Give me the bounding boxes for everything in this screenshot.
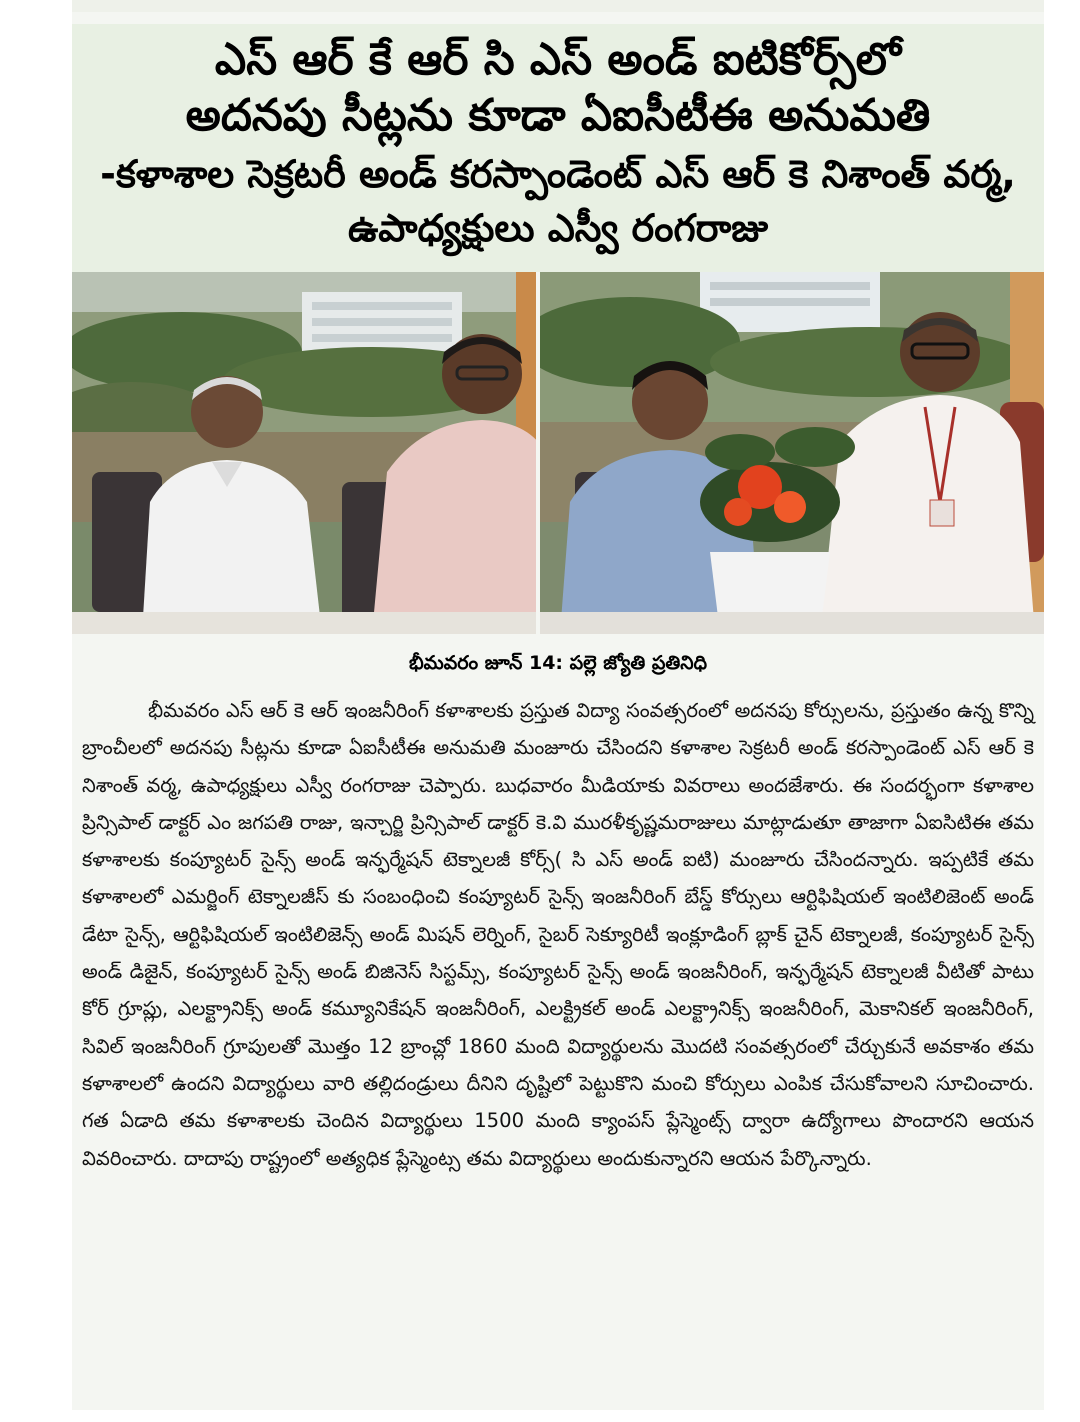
dateline: భీమవరం జూన్ 14: పల్లె జ్యోతి ప్రతినిధి (408, 652, 708, 674)
photo-left (72, 272, 536, 634)
subheadline-line-2: ఉపాధ్యక్షులు ఎస్వీ రంగరాజు (347, 206, 769, 250)
article-body: భీమవరం ఎస్ ఆర్ కె ఆర్ ఇంజనీరింగ్ కళాశాలకు ప్రస్తుత విద్యా సంవత్సరంలో అదనపు కోర్సులను, ప్రస్తుతం ఉన్న కొన్ని బ్రాంచీలలో అదనపు సీట్లను కూడా ఏఐసీటీఈ అనుమతి మంజూరు చేసిందని కళాశాల సెక్రటరీ అండ్ కరస్పాండెంట్ ఎస్ ఆర్ కె నిశాంత్ వర్మ, ఉపాధ్యక్షులు ఎస్వీ రంగరాజు చెప్పారు. బుధవారం మీడియాకు వివరాలు అందజేశారు. ఈ సందర్భంగా కళాశాల ప్రిన్సిపాల్ డాక్టర్ ఎం జగపతి రాజు, ఇన్చార్జి ప్రిన్సిపాల్ డాక్టర్ కె.వి మురళీకృష్ణమరాజులు మాట్లాడుతూ తాజాగా ఏఐసిటిఈ తమ కళాశాలకు కంప్యూటర్ సైన్స్ అండ్ ఇన్ఫర్మేషన్ టెక్నాలజీ కోర్స్( సి ఎస్ అండ్ ఐటి) మంజూరు చేసిందన్నారు. ఇప్పటికే తమ కళాశాలలో ఎమర్జింగ్ టెక్నాలజీస్ కు సంబంధించి కంప్యూటర్ సైన్స్ ఇంజనీరింగ్ బేస్డ్ కోర్సులు ఆర్టిఫిషియల్ ఇంటిలిజెంట్ అండ్ డేటా సైన్స్, ఆర్టిఫిషియల్ ఇంటిలిజెన్స్ అండ్ మిషన్ లెర్నింగ్, సైబర్ సెక్యూరిటీ ఇంక్లూడింగ్ బ్లాక్ చైన్ టెక్నాలజీ, కంప్యూటర్ సైన్స్ అండ్ డిజైన్, కంప్యూటర్ సైన్స్ అండ్ బిజినెస్ సిస్టమ్స్, కంప్యూటర్ సైన్స్ అండ్ ఇంజనీరింగ్, ఇన్ఫర్మేషన్ టెక్నాలజీ వీటితో పాటు కోర్ గ్రూప్లు, ఎలక్ట్రానిక్స్ అండ్ కమ్యూనికేషన్ ఇంజనీరింగ్, ఎలక్ట్రికల్ అండ్ ఎలక్ట్రానిక్స్ ఇంజనీరింగ్, మెకానికల్ ఇంజనీరింగ్, సివిల్ ఇంజనీరింగ్ గ్రూపులతో మొత్తం 12 బ్రాంచ్లో 1860 మంది విద్యార్థులను మొదటి సంవత్సరంలో చేర్చుకునే అవకాశం తమ కళాశాలలో ఉందని విద్యార్థులు వారి తల్లిదండ్రులు దీనిని దృష్టిలో పెట్టుకొని మంచి కోర్సులు ఎంపిక చేసుకోవాలని సూచించారు. గత ఏడాది తమ కళాశాలకు చెందిన విద్యార్థులు 1500 మంది క్యాంపస్ ప్లేస్మెంట్స్ ద్వారా ఉద్యోగాలు పొందారని ఆయన వివరించారు. దాదాపు రాష్ట్రంలో అత్యధిక ప్లేస్మెంట్స తమ విద్యార్థులు అందుకున్నారని ఆయన పేర్కొన్నారు. (82, 699, 1034, 1170)
headline-line-2: అదనపు సీట్లను కూడా ఏఐసీటీఈ అనుమతి (185, 90, 931, 141)
headline-line-1: ఎస్ ఆర్ కే ఆర్ సి ఎస్ అండ్ ఐటికోర్స్‌లో (214, 34, 902, 85)
photo-right-image (540, 272, 1044, 634)
headline-block (72, 24, 1044, 272)
cropped-previous-article-strip (72, 0, 1044, 12)
news-clipping (72, 0, 1044, 1410)
subheadline-line-1: -కళాశాల సెక్రటరీ అండ్ కరస్పాండెంట్ ఎస్ ఆర్ కె నిశాంత్ వర్మ, (100, 152, 1016, 196)
photo-left-image (72, 272, 536, 634)
photo-right (540, 272, 1044, 634)
